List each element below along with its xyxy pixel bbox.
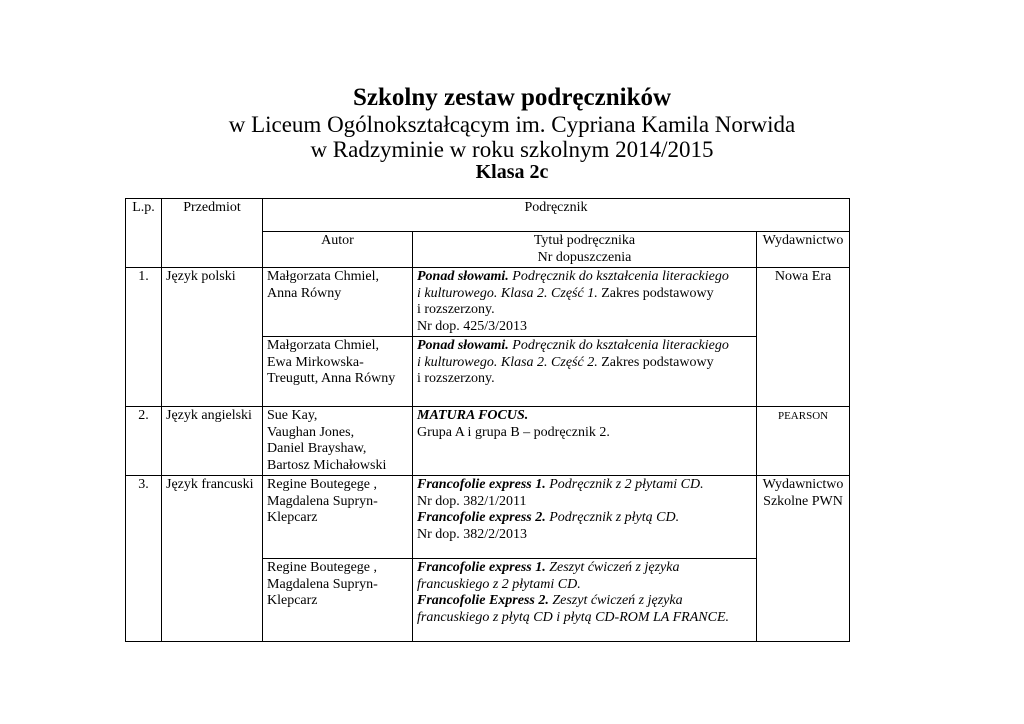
- author-line: Bartosz Michałowski: [267, 457, 387, 473]
- header-publisher: Wydawnictwo: [757, 232, 850, 268]
- table-header-row: [126, 199, 850, 232]
- table-row: [126, 476, 850, 559]
- title-italic: Zeszyt ćwiczeń z języka: [545, 560, 680, 575]
- title-italic: Podręcznik z 2 płytami CD.: [545, 477, 704, 492]
- title-bold: Ponad słowami.: [417, 338, 509, 353]
- title-plain: Zakres podstawowy: [597, 285, 714, 301]
- row-lp: 1.: [126, 268, 162, 407]
- title-bold: Ponad słowami.: [417, 269, 509, 284]
- author-line: Magdalena Supryn-: [267, 576, 378, 592]
- textbook-table: [125, 198, 850, 642]
- table-row: [126, 268, 850, 337]
- author-line: Klepcarz: [267, 593, 318, 608]
- row-title: [413, 337, 757, 407]
- title-bold: Francofolie express 2.: [417, 510, 546, 525]
- author-line: Małgorzata Chmiel,: [267, 338, 379, 353]
- document-title: Szkolny zestaw podręczników: [352, 84, 672, 111]
- author-line: Ewa Mirkowska-: [267, 354, 364, 370]
- row-publisher: PEARSON: [757, 407, 850, 476]
- header-subject: Przedmiot: [162, 199, 263, 268]
- permit-number: Nr dop. 382/1/2011: [417, 493, 527, 509]
- title-bold: Francofolie Express 2.: [417, 593, 549, 608]
- row-author: [263, 559, 413, 642]
- title-line: [417, 477, 752, 494]
- row-author: [263, 476, 413, 559]
- title-italic: francuskiego z 2 płytami CD.: [417, 576, 581, 592]
- title-line: [417, 593, 752, 610]
- row-title: [413, 268, 757, 337]
- permit-number: Nr dop. 425/3/2013: [417, 318, 528, 334]
- table-row: [126, 407, 850, 476]
- title-line: [417, 338, 752, 355]
- title-italic: Podręcznik do kształcenia literackiego: [508, 338, 729, 353]
- row-author: [263, 407, 413, 476]
- row-subject: Język francuski: [162, 476, 263, 642]
- author-line: Treugutt, Anna Równy: [267, 371, 396, 386]
- class-label: Klasa 2c: [475, 161, 549, 183]
- header-author: Autor: [263, 232, 413, 268]
- title-italic: francuskiego z płytą CD i płytą CD-ROM LA FRANCE.: [417, 609, 729, 625]
- row-lp: 2.: [126, 407, 162, 476]
- header-textbook: Podręcznik: [263, 199, 850, 232]
- author-line: Anna Równy: [267, 285, 342, 301]
- header-title-label: Tytuł podręcznika: [533, 233, 636, 248]
- publisher-line: Szkolne PWN: [763, 493, 843, 509]
- row-title: [413, 407, 757, 476]
- title-plain: Grupa A i grupa B – podręcznik 2.: [417, 424, 610, 440]
- author-line: Magdalena Supryn-: [267, 493, 378, 509]
- title-italic: i kulturowego. Klasa 2. Część 2.: [417, 354, 598, 370]
- school-name: w Liceum Ogólnokształcącym im. Cypriana Kamila Norwida: [228, 112, 796, 137]
- publisher-line: Wydawnictwo: [762, 477, 844, 492]
- row-author: [263, 268, 413, 337]
- title-line: [417, 355, 752, 372]
- title-italic: i kulturowego. Klasa 2. Część 1.: [417, 285, 598, 301]
- author-line: Sue Kay,: [267, 408, 318, 423]
- row-publisher: [757, 476, 850, 642]
- author-line: Klepcarz: [267, 510, 318, 525]
- author-line: Regine Boutegege ,: [267, 477, 378, 492]
- title-bold: Francofolie express 1.: [417, 477, 546, 492]
- title-bold: Francofolie express 1.: [417, 560, 546, 575]
- row-subject: Język angielski: [162, 407, 263, 476]
- row-author: [263, 337, 413, 407]
- title-line: [417, 560, 752, 577]
- row-publisher: Nowa Era: [757, 268, 850, 407]
- author-line: Vaughan Jones,: [267, 424, 355, 440]
- header-lp: L.p.: [126, 199, 162, 268]
- row-title: [413, 559, 757, 642]
- row-lp: 3.: [126, 476, 162, 642]
- row-subject: Język polski: [162, 268, 263, 407]
- author-line: Małgorzata Chmiel,: [267, 269, 379, 284]
- permit-number: Nr dop. 382/2/2013: [417, 526, 528, 542]
- title-plain: Zakres podstawowy: [597, 354, 714, 370]
- author-line: Daniel Brayshaw,: [267, 441, 367, 456]
- title-line: i rozszerzony.: [417, 302, 495, 317]
- title-bold: MATURA FOCUS.: [417, 408, 529, 423]
- title-italic: Zeszyt ćwiczeń z języka: [548, 593, 683, 608]
- title-line: [417, 510, 752, 527]
- title-italic: Podręcznik z płytą CD.: [545, 510, 680, 525]
- title-line: [417, 286, 752, 303]
- title-line: [417, 269, 752, 286]
- title-italic: Podręcznik do kształcenia literackiego: [508, 269, 729, 284]
- row-title: [413, 476, 757, 559]
- school-year: w Radzyminie w roku szkolnym 2014/2015: [310, 137, 714, 162]
- header-permit-label: Nr dopuszczenia: [537, 249, 632, 265]
- header-title: [413, 232, 757, 268]
- title-line: i rozszerzony.: [417, 371, 495, 386]
- author-line: Regine Boutegege ,: [267, 560, 378, 575]
